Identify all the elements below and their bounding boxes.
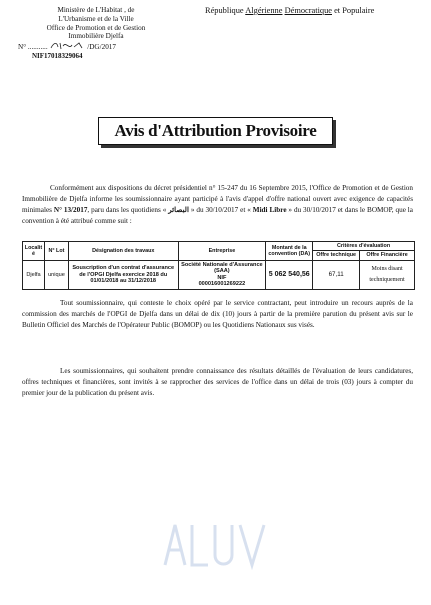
nif-number: NIF17018329064	[32, 51, 83, 60]
intro-paragraph	[22, 183, 413, 227]
attribution-table	[22, 241, 415, 290]
reference-number	[16, 41, 176, 52]
handwritten-number	[49, 41, 85, 50]
cell-entreprise	[178, 260, 266, 289]
newspaper-name: البصائر	[168, 206, 189, 214]
page-title: Avis d'Attribution Provisoire	[114, 121, 317, 140]
header-criteres: Critères d'évaluation	[313, 242, 415, 251]
title-box	[98, 117, 333, 145]
cell-localite: Djelfa	[23, 260, 45, 289]
entreprise-name: Société Nationale d'Assurance (SAA)	[181, 262, 263, 275]
republic-suffix: et Populaire	[332, 6, 375, 15]
republic-democratique: Démocratique	[284, 6, 332, 15]
intro-text: , paru dans les quotidiens «	[87, 206, 169, 214]
cell-offre-technique: 67,11	[313, 260, 360, 289]
recourse-paragraph: Tout soumissionnaire, qui conteste le choix opéré par le service contractant, peut introduire un recours auprès de la commission des marchés de l'OPGI de Djelfa dans un délai de dix (10) jours à partir de la première parution du présent avis sur le Bulletin Officiel des Marchés de l'Opérateur Public (BOMOP) ou les Quotidiens Nationaux sus visés.	[22, 299, 413, 329]
ministry-line: Office de Promotion et de Gestion	[46, 23, 146, 32]
header-offre-technique: Offre technique	[313, 251, 360, 260]
ministry-line: Immobilière Djelfa	[68, 32, 124, 41]
ref-prefix: N° ...........	[18, 43, 48, 52]
cell-offre-financiere: Moins disant techniquement	[360, 260, 415, 289]
intro-text: » du 30/10/2017 et «	[188, 206, 253, 214]
header-offre-financiere: Offre Financière	[360, 251, 415, 260]
watermark-logo	[160, 515, 270, 575]
header-lot: N° Lot	[44, 242, 68, 261]
cell-montant: 5 062 540,56	[266, 260, 313, 289]
republic-header	[205, 6, 417, 15]
ministry-header	[16, 6, 176, 61]
republic-algerienne: Algérienne	[245, 6, 283, 15]
header-entreprise: Entreprise	[178, 242, 266, 261]
cell-designation: Souscription d'un contrat d'assurance de l'OPGI Djelfa exercice 2018 du 01/01/2018 au 31/12/2018	[68, 260, 178, 289]
tender-number: N° 13/2017	[53, 206, 88, 214]
ministry-line: Ministère de L'Habitat , de	[57, 6, 135, 14]
info-paragraph: Les soumissionnaires, qui souhaitent prendre connaissance des résultats détaillés de l'évaluation de leurs candidatures, offres techniques et financières, sont invités à se rapprocher des services de l'office dans un délai de trois (03) jours à compter du premier jour de la publication du présent avis.	[22, 367, 413, 397]
ref-suffix: /DG/2017	[87, 43, 116, 52]
entreprise-nif: 000016001269222	[198, 281, 246, 288]
header-montant: Montant de la convention (DA)	[266, 242, 313, 261]
cell-lot: unique	[44, 260, 68, 289]
intro-text: » du 30/10/2017 et dans le BOMOP, que la convention à été attribué comme suit :	[22, 206, 413, 225]
ministry-line: L'Urbanisme et de la Ville	[58, 14, 134, 23]
entreprise-nif-label: NIF	[217, 274, 227, 281]
header-localite: Localit é	[23, 242, 45, 261]
newspaper-name: Midi Libre	[252, 206, 287, 214]
intro-text: Conformément aux dispositions du décret présidentiel n° 15-247 du 16 Septembre 2015, l'Office de Promotion et de Gestion Immobilière de Djelfa informe les soumissionnaire ayant participé à l'avis d'appel d'offre national ouvert avec exigence de capacités minimales	[22, 184, 413, 214]
republic-prefix: République	[205, 6, 246, 15]
table-row	[23, 260, 415, 289]
header-designation: Désignation des travaux	[68, 242, 178, 261]
